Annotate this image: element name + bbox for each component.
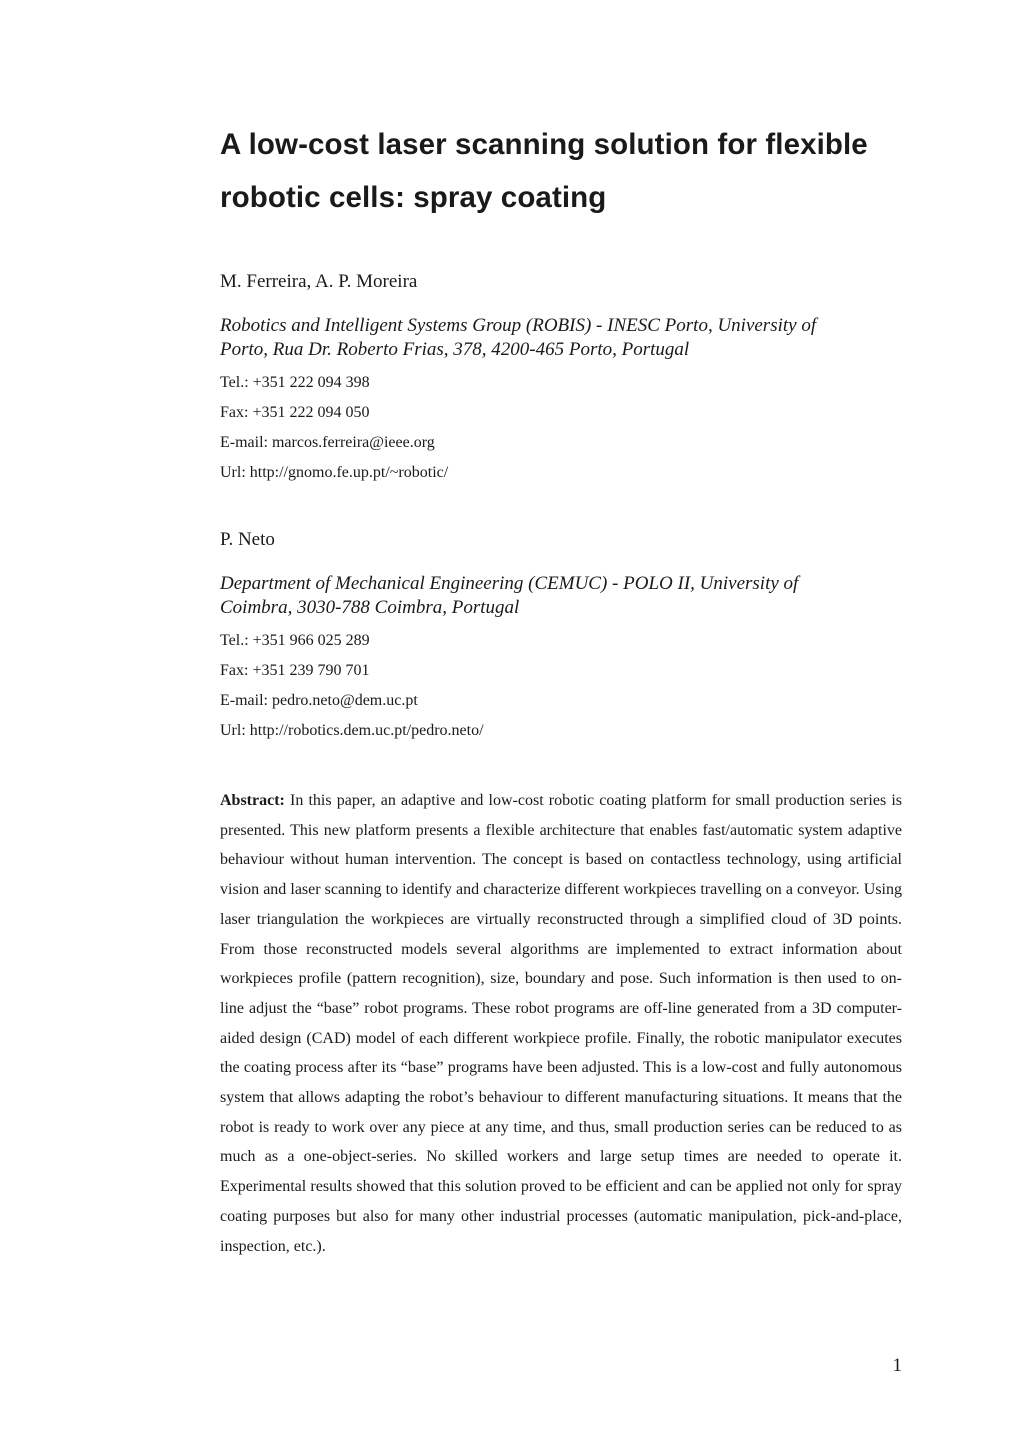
affiliation-line-2: Coimbra, 3030-788 Coimbra, Portugal <box>220 597 520 618</box>
paper-page <box>220 118 902 1277</box>
page-number: 1 <box>892 1355 902 1376</box>
affiliation <box>220 314 902 362</box>
abstract-label: Abstract: <box>220 792 285 809</box>
fax: Fax: +351 222 094 050 <box>220 404 370 421</box>
author-group-1 <box>220 270 902 488</box>
abstract-text: In this paper, an adaptive and low-cost robotic coating platform for small production series is presented. This new platform presents a flexible architecture that enables fast/automatic system adaptive behaviour without human intervention. The concept is based on contactless technology, using artificial vision and laser scanning to identify and characterize different workpieces travelling on a conveyor. Using laser triangulation the workpieces are virtually reconstructed through a simplified cloud of 3D points. From those reconstructed models several algorithms are implemented to extract information about workpieces profile (pattern recognition), size, boundary and pose. Such information is then used to on-line adjust the “base” robot programs. These robot programs are off-line generated from a 3D computer-aided design (CAD) model of each different workpiece profile. Finally, the robotic manipulator executes the coating process after its “base” programs have been adjusted. This is a low-cost and fully autonomous system that allows adapting the robot’s behaviour to different manufacturing situations. It means that the robot is ready to work over any piece at any time, and thus, small production series can be reduced to as much as a one-object-series. No skilled workers and large setup times are needed to operate it. Experimental results showed that this solution proved to be efficient and can be applied not only for spray coating purposes but also for many other industrial processes (automatic manipulation, pick-and-place, inspection, etc.). <box>220 792 902 1255</box>
affiliation <box>220 572 902 620</box>
affiliation-line-1: Department of Mechanical Engineering (CEMUC) - POLO II, University of <box>220 573 799 594</box>
email: E-mail: marcos.ferreira@ieee.org <box>220 434 435 451</box>
url: Url: http://robotics.dem.uc.pt/pedro.neto/ <box>220 722 484 739</box>
title-line-1: A low-cost laser scanning solution for flexible <box>220 128 868 161</box>
fax: Fax: +351 239 790 701 <box>220 662 370 679</box>
contact-details <box>220 368 902 488</box>
contact-details <box>220 626 902 746</box>
telephone: Tel.: +351 222 094 398 <box>220 374 370 391</box>
title-line-2: robotic cells: spray coating <box>220 181 607 214</box>
author-names: M. Ferreira, A. P. Moreira <box>220 271 418 292</box>
author-names: P. Neto <box>220 529 275 550</box>
abstract <box>220 786 902 1261</box>
author-group-2 <box>220 528 902 746</box>
affiliation-line-1: Robotics and Intelligent Systems Group (ROBIS) - INESC Porto, University of <box>220 315 817 336</box>
telephone: Tel.: +351 966 025 289 <box>220 632 370 649</box>
affiliation-line-2: Porto, Rua Dr. Roberto Frias, 378, 4200-465 Porto, Portugal <box>220 339 690 360</box>
url: Url: http://gnomo.fe.up.pt/~robotic/ <box>220 464 449 481</box>
email: E-mail: pedro.neto@dem.uc.pt <box>220 692 418 709</box>
paper-title <box>220 118 902 224</box>
